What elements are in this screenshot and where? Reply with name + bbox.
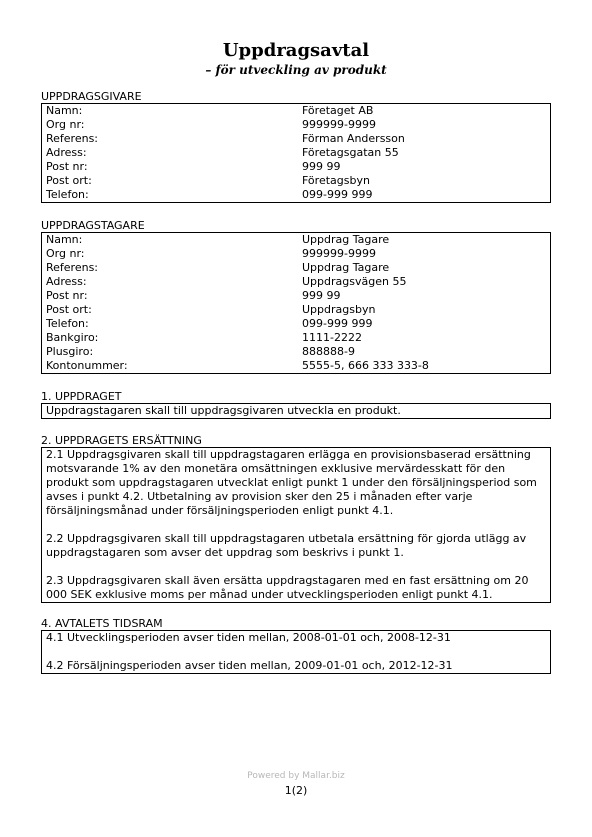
field-label: Bankgiro: (46, 331, 99, 344)
section-heading: UPPDRAGSGIVARE (41, 90, 142, 103)
kv-row (46, 118, 546, 132)
field-label: Kontonummer: (46, 359, 128, 372)
ersattning-section (41, 434, 551, 603)
section-heading: UPPDRAGSTAGARE (41, 219, 145, 232)
kv-row (46, 303, 546, 317)
kv-row (46, 146, 546, 160)
field-value: Företagsgatan 55 (302, 146, 399, 159)
field-label: Namn: (46, 233, 83, 246)
field-value: 099-999 999 (302, 317, 373, 330)
field-value: Uppdragsvägen 55 (302, 275, 407, 288)
field-label: Telefon: (46, 317, 89, 330)
page-number: 1(2) (284, 784, 308, 797)
kv-row (46, 247, 546, 261)
document-title: Uppdragsavtal (222, 40, 370, 61)
kv-row (46, 275, 546, 289)
uppdraget-box (41, 403, 551, 419)
field-label: Org nr: (46, 247, 85, 260)
kv-row (46, 132, 546, 146)
uppdragsgivare-box (41, 103, 551, 203)
field-label: Referens: (46, 132, 99, 145)
field-value: 888888-9 (302, 345, 355, 358)
clause-paragraph: 2.1 Uppdragsgivaren skall till uppdragstagaren erlägga en provisionsbaserad ersättning motsvarande 1% av den monetära omsättningen exklusive mervärdesskatt för den produkt som uppdragstagaren utvecklat enligt punkt 1 under den försäljningsperiod som avses i punkt 4.2. Utbetalning av provision sker den 25 i månaden efter varje försäljningsmånad under försäljningsperioden enligt punkt 4.1. (46, 448, 537, 517)
kv-row (46, 289, 546, 303)
kv-row (46, 160, 546, 174)
uppdragstagare-section (41, 219, 551, 374)
kv-row (46, 261, 546, 275)
field-label: Post ort: (46, 303, 92, 316)
uppdragstagare-box (41, 232, 551, 374)
kv-row (46, 331, 546, 345)
ersattning-box (41, 447, 551, 603)
tidsram-box (41, 630, 551, 674)
field-label: Referens: (46, 261, 99, 274)
field-value: 999 99 (302, 289, 341, 302)
clause-paragraph: 2.2 Uppdragsgivaren skall till uppdragstagaren utbetala ersättning för gjorda utlägg av uppdragstagaren som avser det uppdrag som beskrivs i punkt 1. (46, 532, 527, 559)
clause-paragraph: 4.1 Utvecklingsperioden avser tiden mellan, 2008-01-01 och, 2008-12-31 (46, 631, 451, 644)
field-value: Uppdragsbyn (302, 303, 376, 316)
kv-row (46, 345, 546, 359)
uppdragsgivare-section (41, 90, 551, 203)
field-value: 999999-9999 (302, 247, 376, 260)
document-subtitle: – för utveckling av produkt (205, 63, 387, 77)
field-label: Post nr: (46, 289, 88, 302)
field-value: Företagsbyn (302, 174, 370, 187)
kv-row (46, 317, 546, 331)
field-value: 1111-2222 (302, 331, 362, 344)
field-label: Post ort: (46, 174, 92, 187)
clause-paragraph: 4.2 Försäljningsperioden avser tiden mellan, 2009-01-01 och, 2012-12-31 (46, 659, 453, 672)
field-value: 5555-5, 666 333 333-8 (302, 359, 429, 372)
field-label: Telefon: (46, 188, 89, 201)
field-value: Förman Andersson (302, 132, 405, 145)
field-value: 999 99 (302, 160, 341, 173)
field-label: Post nr: (46, 160, 88, 173)
kv-row (46, 104, 546, 118)
section-heading: 1. UPPDRAGET (41, 390, 122, 403)
clause-text: Uppdragstagaren skall till uppdragsgivaren utveckla en produkt. (46, 404, 401, 417)
field-label: Plusgiro: (46, 345, 94, 358)
kv-row (46, 359, 546, 373)
document-header (0, 40, 592, 78)
field-value: Företaget AB (302, 104, 374, 117)
powered-by-text: Powered by Mallar.biz (247, 771, 345, 781)
field-value: Uppdrag Tagare (302, 233, 390, 246)
field-label: Org nr: (46, 118, 85, 131)
field-value: 099-999 999 (302, 188, 373, 201)
uppdraget-section (41, 390, 551, 419)
field-label: Adress: (46, 146, 87, 159)
tidsram-section (41, 617, 551, 674)
field-label: Namn: (46, 104, 83, 117)
field-value: 999999-9999 (302, 118, 376, 131)
section-heading: 2. UPPDRAGETS ERSÄTTNING (41, 434, 202, 447)
kv-row (46, 233, 546, 247)
section-heading: 4. AVTALETS TIDSRAM (41, 617, 163, 630)
field-label: Adress: (46, 275, 87, 288)
field-value: Uppdrag Tagare (302, 261, 390, 274)
kv-row (46, 174, 546, 188)
kv-row (46, 188, 546, 202)
clause-paragraph: 2.3 Uppdragsgivaren skall även ersätta uppdragstagaren med en fast ersättning om 20 000 SEK exklusive moms per månad under utvecklingsperioden enligt punkt 4.1. (46, 574, 529, 601)
